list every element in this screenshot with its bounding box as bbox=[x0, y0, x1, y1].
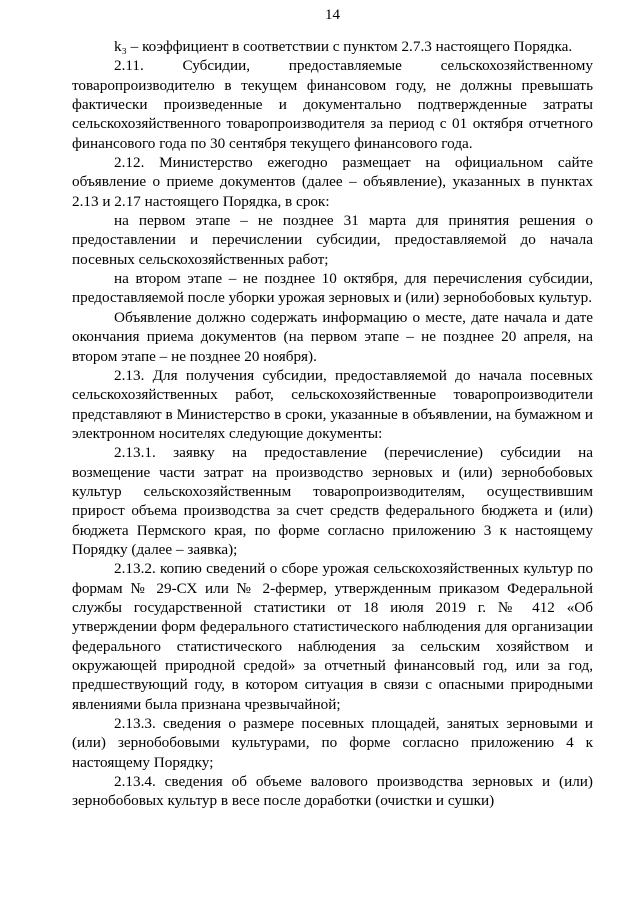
paragraph-2-12: 2.12. Министерство ежегодно размещает на официальном сайте объявление о приеме документов (далее – объявление), указанных в пунктах 2.13 и 2.17 настоящего Порядка, в срок: bbox=[72, 154, 593, 210]
paragraph-k3-coefficient: k₃ – коэффициент в соответствии с пунктом 2.7.3 настоящего Порядка. bbox=[114, 38, 573, 55]
paragraph-announcement-content: Объявление должно содержать информацию о месте, дате начала и дате окончания приема документов (на первом этапе – не позднее 20 апреля, на втором этапе – не позднее 20 ноября). bbox=[72, 308, 593, 365]
paragraph-2-11: 2.11. Субсидии, предоставляемые сельскохозяйственному товаропроизводителю в текущем финансовом году, не должны превышать фактически произведенные и документально подтвержденные затраты сельскохозяйственного товаропроизводителя за период с 01 октября отчетного финансового года по 30 сентября текущего финансового года. bbox=[72, 57, 593, 152]
paragraph-2-13-3: 2.13.3. сведения о размере посевных площадей, занятых зерновыми и (или) зернобобовыми культурами, по форме согласно приложению 4 к настоящему Порядку; bbox=[72, 715, 593, 771]
paragraph-2-13-4: 2.13.4. сведения об объеме валового производства зерновых и (или) зернобобовых культур в весе после доработки (очистки и сушки) bbox=[72, 773, 593, 810]
paragraph-2-13: 2.13. Для получения субсидии, предоставляемой до начала посевных сельскохозяйственных работ, сельскохозяйственные товаропроизводители представляют в Министерство в сроки, указанные в объявлении, на бумажном и электронном носителях следующие документы: bbox=[72, 366, 593, 442]
page-number: 14 bbox=[325, 7, 340, 23]
paragraph-second-stage: на втором этапе – не позднее 10 октября, для перечисления субсидии, предоставляемой после уборки урожая зерновых и (или) зернобобовых культур. bbox=[72, 270, 593, 307]
document-body bbox=[72, 37, 593, 811]
paragraph-first-stage: на первом этапе – не позднее 31 марта для принятия решения о предоставлении и перечислении субсидии, предоставляемой до начала посевных сельскохозяйственных работ; bbox=[72, 212, 593, 268]
paragraph-2-13-1: 2.13.1. заявку на предоставление (перечисление) субсидии на возмещение части затрат на производство зерновых и (или) зернобобовых культур сельскохозяйственным товаропроизводителям, осуществившим прирост объема производства за счет средств федерального бюджета и (или) бюджета Пермского края, по форме согласно приложению 3 к настоящему Порядку (далее – заявка); bbox=[72, 444, 593, 558]
paragraph-2-13-2: 2.13.2. копию сведений о сборе урожая сельскохозяйственных культур по формам № 29-СХ или № 2-фермер, утвержденным приказом Федеральной службы государственной статистики от 18 июля 2019 г. № 412 «Об утверждении форм федерального статистического наблюдения для организации федерального статистического наблюдения за сельским хозяйством и окружающей природной средой» за отчетный финансовый год, или за год, предшествующий году, в котором ситуация в связи с опасными природными явлениями была признана чрезвычайной; bbox=[72, 560, 593, 713]
